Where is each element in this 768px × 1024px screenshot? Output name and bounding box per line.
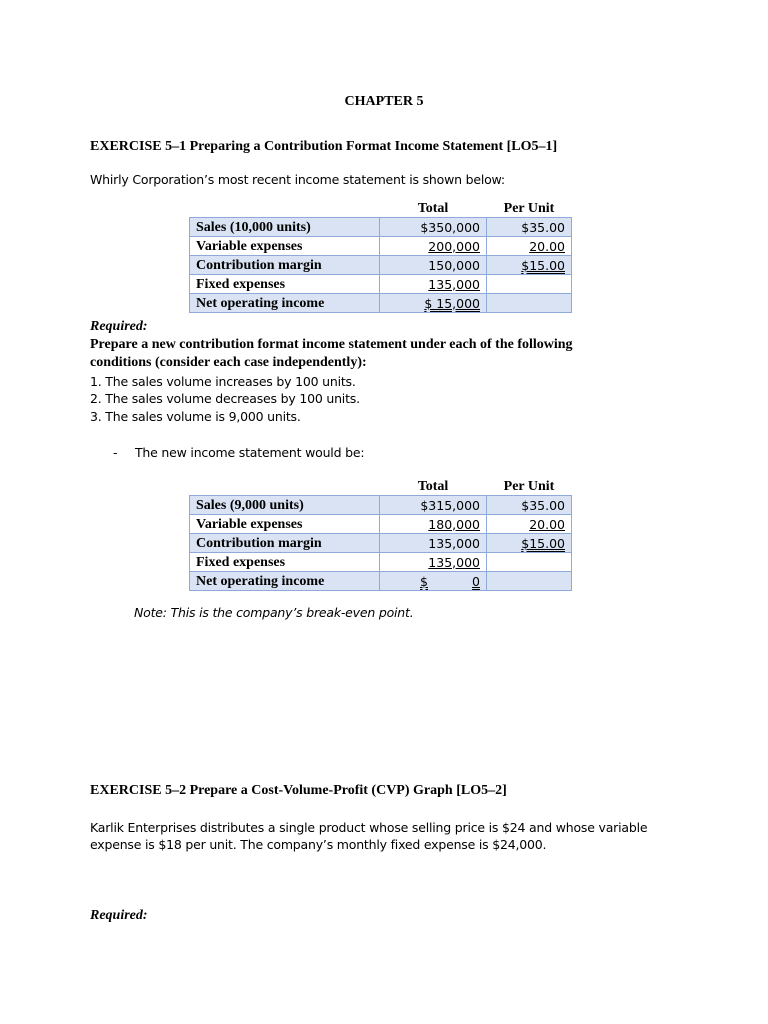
column-header-total: Total — [417, 200, 449, 216]
required-text-line-2: conditions (consider each case independently): — [90, 355, 367, 370]
exercise-2-text-line-2: expense is $18 per unit. The company’s monthly fixed expense is $24,000. — [90, 837, 547, 852]
row-total: 0 — [472, 573, 480, 589]
row-label: Sales (10,000 units) — [190, 218, 380, 237]
break-even-note: Note: This is the company’s break-even point. — [134, 605, 414, 620]
row-per-unit: $15.00 — [521, 257, 565, 273]
row-per-unit: $35.00 — [487, 218, 572, 237]
row-total: $ 15,000 — [424, 295, 480, 311]
exercise-2-heading: EXERCISE 5–2 Prepare a Cost-Volume-Profit (CVP) Graph [LO5–2] — [90, 783, 507, 798]
table-row — [190, 294, 572, 313]
table-row — [190, 218, 572, 237]
row-total: 180,000 — [428, 516, 480, 532]
row-label: Contribution margin — [190, 256, 380, 275]
exercise-1-heading: EXERCISE 5–1 Preparing a Contribution Format Income Statement [LO5–1] — [90, 139, 558, 154]
row-total-sign: $ — [420, 573, 428, 589]
list-item: 1. The sales volume increases by 100 units. — [90, 374, 356, 389]
bullet-dash: - — [113, 445, 118, 460]
required-text-line-1: Prepare a new contribution format income statement under each of the following — [90, 337, 573, 352]
bullet-text: The new income statement would be: — [135, 445, 365, 460]
row-total: $350,000 — [380, 218, 487, 237]
row-total: $315,000 — [380, 496, 487, 515]
row-per-unit: $15.00 — [521, 535, 565, 551]
row-total: 150,000 — [380, 256, 487, 275]
table-row — [190, 515, 572, 534]
row-label: Sales (9,000 units) — [190, 496, 380, 515]
table-row — [190, 572, 572, 591]
table-row — [190, 237, 572, 256]
row-label: Contribution margin — [190, 534, 380, 553]
row-per-unit — [487, 553, 572, 572]
row-label: Net operating income — [190, 572, 380, 591]
table-row — [190, 496, 572, 515]
row-per-unit: 20.00 — [529, 516, 565, 532]
row-per-unit: 20.00 — [529, 238, 565, 254]
row-per-unit: $35.00 — [487, 496, 572, 515]
row-per-unit — [487, 275, 572, 294]
exercise-1-intro: Whirly Corporation’s most recent income statement is shown below: — [90, 172, 505, 187]
required-label-2: Required: — [90, 908, 148, 923]
list-item: 3. The sales volume is 9,000 units. — [90, 409, 301, 424]
row-label: Fixed expenses — [190, 275, 380, 294]
list-item: 2. The sales volume decreases by 100 units. — [90, 391, 360, 406]
row-total: 200,000 — [428, 238, 480, 254]
row-label: Fixed expenses — [190, 553, 380, 572]
row-label: Variable expenses — [190, 237, 380, 256]
income-statement-table-2 — [189, 477, 572, 591]
income-statement-table-1 — [189, 199, 572, 313]
table-row — [190, 256, 572, 275]
row-per-unit — [487, 572, 572, 591]
column-header-per-unit: Per Unit — [503, 478, 555, 494]
chapter-title: CHAPTER 5 — [344, 94, 424, 109]
row-total: 135,000 — [428, 554, 480, 570]
row-label: Net operating income — [190, 294, 380, 313]
exercise-2-text-line-1: Karlik Enterprises distributes a single product whose selling price is $24 and whose variable — [90, 820, 648, 835]
table-row — [190, 534, 572, 553]
row-label: Variable expenses — [190, 515, 380, 534]
required-label-1: Required: — [90, 319, 148, 334]
column-header-total: Total — [417, 478, 449, 494]
table-row — [190, 553, 572, 572]
column-header-per-unit: Per Unit — [503, 200, 555, 216]
table-row — [190, 275, 572, 294]
row-per-unit — [487, 294, 572, 313]
row-total: 135,000 — [428, 276, 480, 292]
row-total: 135,000 — [380, 534, 487, 553]
